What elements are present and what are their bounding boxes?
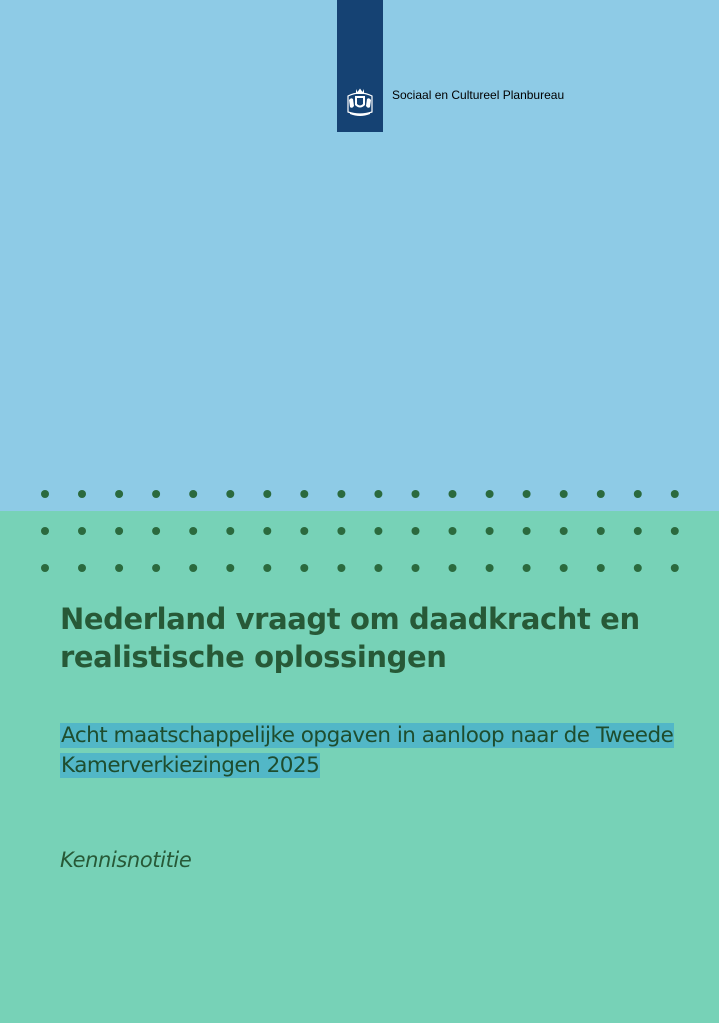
- pattern-dot: [115, 527, 123, 535]
- pattern-dot: [115, 490, 123, 498]
- pattern-dot: [337, 527, 345, 535]
- pattern-dot: [152, 490, 160, 498]
- pattern-dot: [78, 527, 86, 535]
- pattern-dot: [189, 564, 197, 572]
- pattern-dot: [300, 527, 308, 535]
- pattern-dot: [189, 490, 197, 498]
- pattern-dot: [152, 564, 160, 572]
- pattern-dot: [263, 490, 271, 498]
- pattern-dot: [152, 527, 160, 535]
- pattern-dot: [412, 490, 420, 498]
- pattern-dot: [449, 564, 457, 572]
- pattern-dot: [523, 490, 531, 498]
- pattern-dot: [634, 564, 642, 572]
- pattern-dot: [597, 490, 605, 498]
- pattern-dot: [41, 564, 49, 572]
- pattern-dot: [634, 490, 642, 498]
- pattern-dot: [523, 564, 531, 572]
- pattern-dot: [374, 527, 382, 535]
- pattern-dot: [597, 527, 605, 535]
- pattern-dot: [449, 490, 457, 498]
- pattern-dot: [449, 527, 457, 535]
- pattern-dot: [41, 490, 49, 498]
- pattern-dot: [560, 564, 568, 572]
- report-title: Nederland vraagt om daadkracht en realistische oplossingen: [60, 602, 640, 674]
- pattern-dot: [41, 527, 49, 535]
- pattern-dot: [226, 527, 234, 535]
- pattern-dot: [189, 527, 197, 535]
- report-subtitle-text: Acht maatschappelijke opgaven in aanloop naar de Tweede Kamerverkiezingen 2025: [61, 723, 674, 778]
- pattern-dot: [374, 490, 382, 498]
- organization-name: Sociaal en Cultureel Planbureau: [392, 88, 565, 102]
- pattern-dot: [78, 490, 86, 498]
- pattern-dot: [486, 527, 494, 535]
- document-type: Kennisnotitie: [60, 848, 192, 872]
- pattern-dot: [300, 490, 308, 498]
- pattern-dot: [412, 527, 420, 535]
- report-subtitle: [60, 721, 680, 781]
- pattern-dot: [671, 564, 679, 572]
- pattern-dot: [374, 564, 382, 572]
- pattern-dot: [412, 564, 420, 572]
- pattern-dot: [634, 527, 642, 535]
- pattern-dot: [226, 490, 234, 498]
- pattern-dot: [523, 527, 531, 535]
- pattern-dot: [486, 564, 494, 572]
- pattern-dot: [300, 564, 308, 572]
- pattern-dot: [486, 490, 494, 498]
- pattern-dot: [78, 564, 86, 572]
- pattern-dot: [671, 527, 679, 535]
- pattern-dot: [263, 527, 271, 535]
- pattern-dot: [560, 490, 568, 498]
- pattern-dot: [115, 564, 123, 572]
- pattern-dot: [337, 490, 345, 498]
- pattern-dot: [337, 564, 345, 572]
- pattern-dot: [560, 527, 568, 535]
- pattern-dot: [226, 564, 234, 572]
- pattern-dot: [671, 490, 679, 498]
- pattern-dot: [597, 564, 605, 572]
- pattern-dot: [263, 564, 271, 572]
